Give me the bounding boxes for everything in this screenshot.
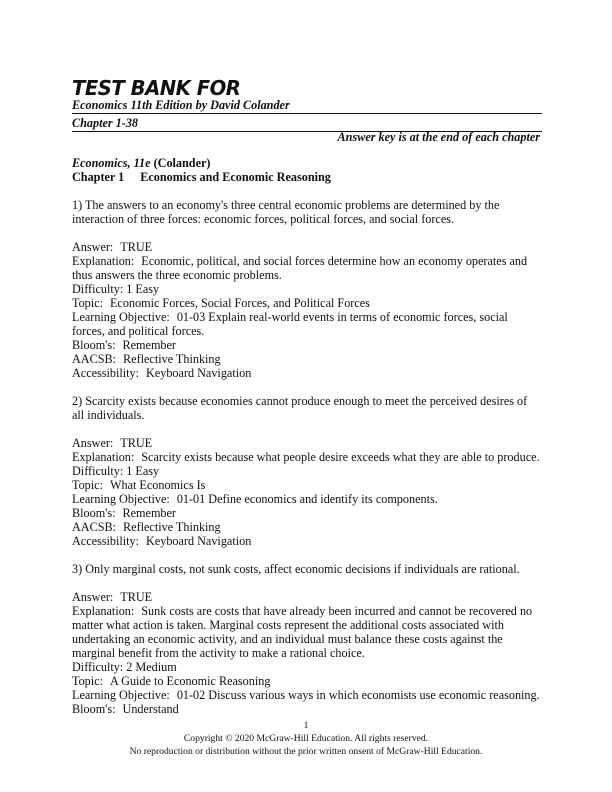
topic-value: A Guide to Economic Reasoning (109, 674, 271, 688)
reproduction-notice: No reproduction or distribution without the prior written onsent of McGraw-Hill Education. (129, 746, 483, 757)
field-label: Explanation: (72, 254, 135, 268)
book-author: (Colander) (150, 156, 211, 170)
topic-value: Economic Forces, Social Forces, and Political Forces (109, 296, 370, 310)
question-item (72, 394, 542, 548)
objective-value: 01-01 Define economics and identify its components. (176, 492, 438, 506)
blooms-value: Remember (122, 338, 176, 352)
blooms-field (72, 506, 542, 520)
question-item (72, 562, 542, 716)
copyright-line: Copyright © 2020 McGraw-Hill Education. All rights reserved. (183, 733, 429, 744)
book-subtitle: Economics 11th Edition by David Colander (72, 98, 290, 112)
chapter-heading (72, 170, 331, 185)
header-rule (72, 113, 542, 114)
field-label: Bloom's: (72, 506, 116, 520)
accessibility-field (72, 534, 542, 548)
blooms-field (72, 702, 542, 716)
book-heading (72, 156, 210, 171)
difficulty-value: 1 Easy (126, 464, 160, 478)
question-item (72, 198, 542, 380)
accessibility-value: Keyboard Navigation (146, 534, 252, 548)
explanation-value: Economic, political, and social forces determine how an economy operates and thus answers the three economic problems. (72, 254, 528, 282)
field-label: AACSB: (72, 352, 117, 366)
aacsb-value: Reflective Thinking (123, 352, 221, 366)
field-label: Bloom's: (72, 338, 116, 352)
objective-field (72, 310, 542, 338)
page-number: 1 (303, 720, 309, 731)
objective-value: 01-03 Explain real-world events in terms of economic forces, social forces, and political forces. (72, 310, 508, 338)
field-label: Difficulty: (72, 464, 124, 478)
explanation-value: Scarcity exists because what people desire exceeds what they are able to produce. (141, 450, 540, 464)
objective-value: 01-02 Discuss various ways in which economists use economic reasoning. (176, 688, 540, 702)
book-title: Economics, 11e (72, 156, 151, 170)
field-label: Difficulty: (72, 660, 124, 674)
blooms-value: Understand (122, 702, 179, 716)
aacsb-field (72, 352, 542, 366)
aacsb-field (72, 520, 542, 534)
field-label: Explanation: (72, 450, 135, 464)
accessibility-value: Keyboard Navigation (146, 366, 252, 380)
chapter-number: Chapter 1 (72, 170, 125, 184)
answer-field (72, 240, 542, 254)
field-label: Difficulty: (72, 282, 124, 296)
field-label: Learning Objective: (72, 688, 170, 702)
difficulty-value: 1 Easy (126, 282, 160, 296)
topic-field (72, 674, 542, 688)
field-label: Answer: (72, 240, 114, 254)
chapter-range: Chapter 1-38 (72, 116, 139, 130)
question-text: 1) The answers to an economy's three central economic problems are determined by the interaction of three forces: economic forces, political forces, and social forces. (72, 198, 500, 226)
objective-field (72, 492, 542, 506)
explanation-value: Sunk costs are costs that have already been incurred and cannot be recovered no matter what action is taken. Marginal costs represent the additional costs associated with undertaking an economic activity, and an individual must balance these costs against the marginal benefit from the activity to make a rational choice. (72, 604, 533, 660)
answer-field (72, 590, 542, 604)
aacsb-value: Reflective Thinking (123, 520, 221, 534)
topic-field (72, 296, 542, 310)
blooms-field (72, 338, 542, 352)
question-list (72, 198, 542, 730)
field-label: Topic: (72, 296, 103, 310)
question-text: 2) Scarcity exists because economies cannot produce enough to meet the perceived desires of all individuals. (72, 394, 528, 422)
explanation-field (72, 604, 542, 660)
field-label: Explanation: (72, 604, 135, 618)
field-label: Topic: (72, 478, 103, 492)
difficulty-field (72, 464, 542, 478)
accessibility-field (72, 366, 542, 380)
topic-field (72, 478, 542, 492)
topic-value: What Economics Is (109, 478, 206, 492)
chapter-title: Economics and Economic Reasoning (140, 170, 331, 184)
answer-value: TRUE (120, 436, 153, 450)
field-label: Answer: (72, 590, 114, 604)
difficulty-value: 2 Medium (126, 660, 177, 674)
answer-value: TRUE (120, 590, 153, 604)
field-label: AACSB: (72, 520, 117, 534)
answer-field (72, 436, 542, 450)
difficulty-field (72, 282, 542, 296)
answer-value: TRUE (120, 240, 153, 254)
difficulty-field (72, 660, 542, 674)
test-bank-banner: TEST BANK FOR (72, 76, 241, 100)
question-text: 3) Only marginal costs, not sunk costs, affect economic decisions if individuals are rational. (72, 562, 520, 576)
explanation-field (72, 450, 542, 464)
field-label: Learning Objective: (72, 492, 170, 506)
objective-field (72, 688, 542, 702)
blooms-value: Remember (122, 506, 176, 520)
field-label: Accessibility: (72, 366, 140, 380)
field-label: Accessibility: (72, 534, 140, 548)
answer-key-note: Answer key is at the end of each chapter (337, 130, 540, 144)
explanation-field (72, 254, 542, 282)
field-label: Learning Objective: (72, 310, 170, 324)
field-label: Bloom's: (72, 702, 116, 716)
field-label: Answer: (72, 436, 114, 450)
field-label: Topic: (72, 674, 103, 688)
